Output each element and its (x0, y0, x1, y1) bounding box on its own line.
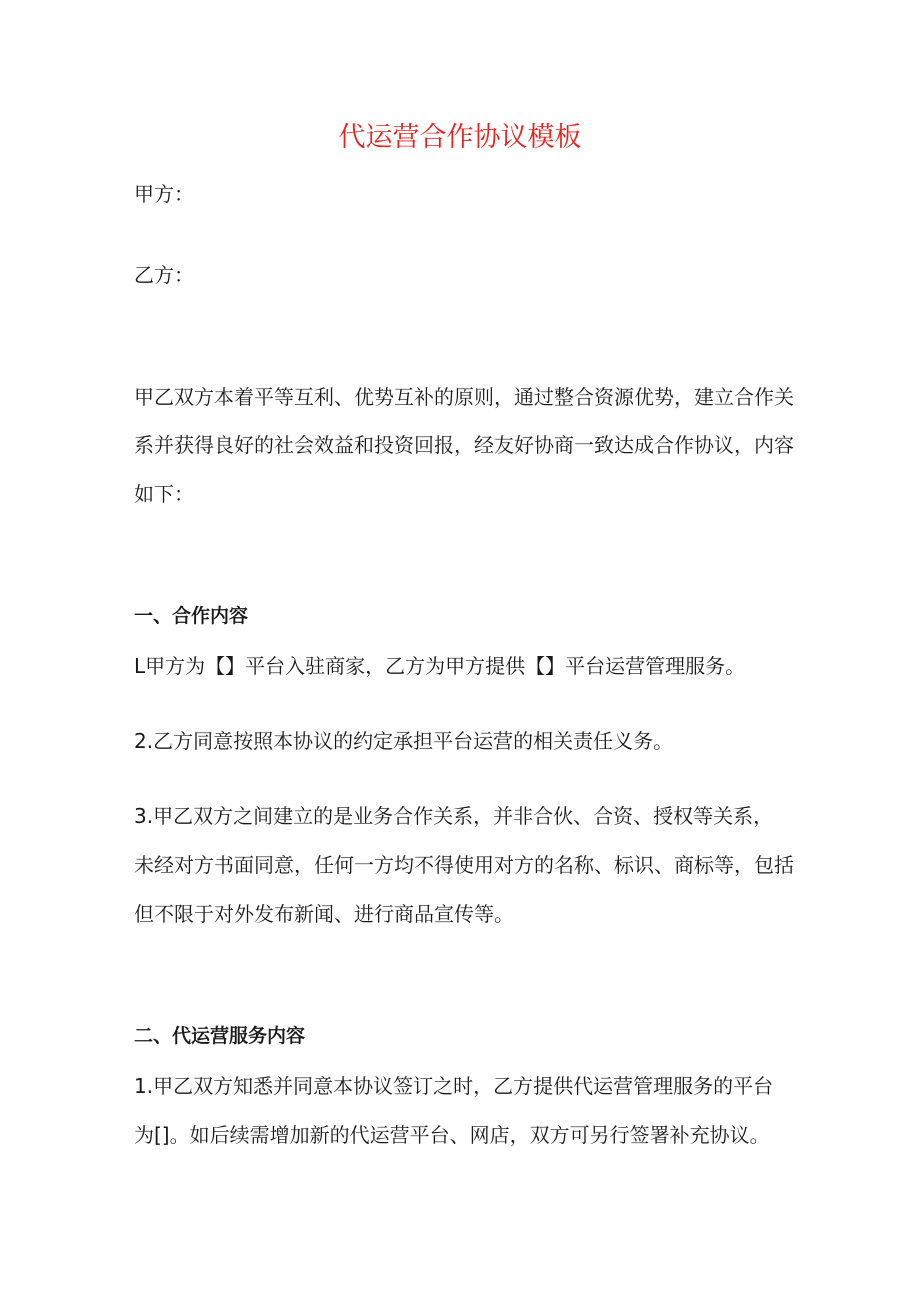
intro-line-1: 甲乙双方本着平等互利、优势互补的原则，通过整合资源优势，建立合作关 (134, 385, 794, 409)
intro-line-3: 如下： (134, 482, 194, 506)
section-1-item-2: 2.乙方同意按照本协议的约定承担平台运营的相关责任义务。 (134, 729, 674, 753)
section-2-heading: 二、代运营服务内容 (134, 1025, 306, 1047)
section-1-item-3-line-2: 未经对方书面同意，任何一方均不得使用对方的名称、标识、商标等，包括 (134, 853, 794, 877)
section-1-item-3-line-3: 但不限于对外发布新闻、进行商品宣传等。 (134, 902, 514, 926)
section-1-item-1: L甲方为【】平台入驻商家，乙方为甲方提供【】平台运营管理服务。 (134, 654, 746, 678)
document-title: 代运营合作协议模板 (338, 122, 582, 153)
section-2-item-1-line-1: 1.甲乙双方知悉并同意本协议签订之时，乙方提供代运营管理服务的平台 (134, 1074, 774, 1098)
party-b-label: 乙方： (134, 263, 194, 287)
section-1-item-3-line-1: 3.甲乙双方之间建立的是业务合作关系，并非合伙、合资、授权等关系， (134, 804, 774, 828)
section-2-item-1-line-2: 为[]。如后续需增加新的代运营平台、网店，双方可另行签署补充协议。 (134, 1123, 770, 1147)
section-1-heading: 一、合作内容 (134, 605, 249, 627)
intro-line-2: 系并获得良好的社会效益和投资回报，经友好协商一致达成合作协议，内容 (134, 433, 794, 457)
party-a-label: 甲方： (134, 182, 194, 206)
